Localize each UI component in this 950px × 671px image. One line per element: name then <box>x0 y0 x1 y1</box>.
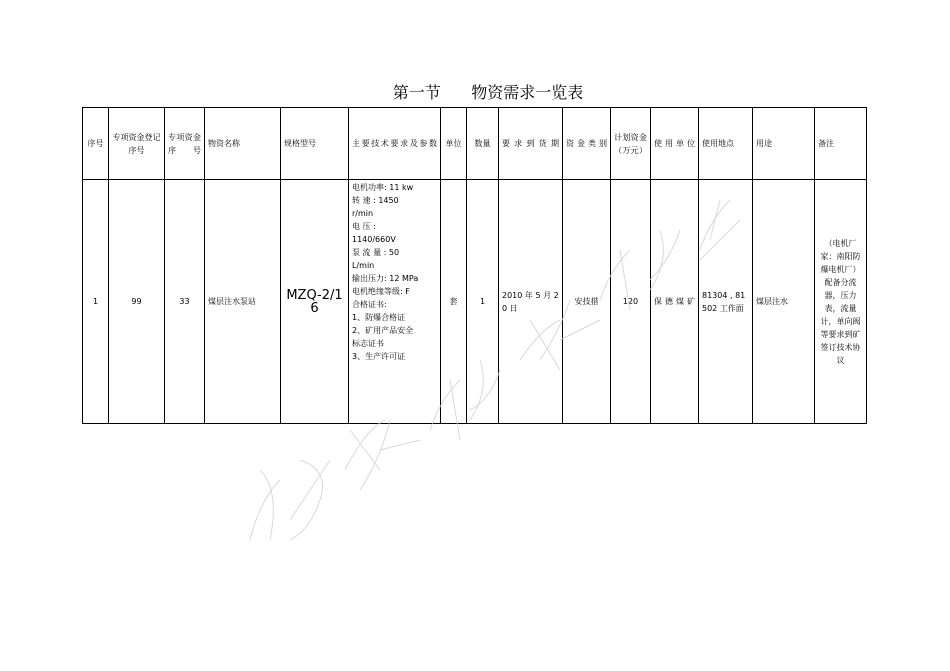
spec-cert-mining-safety: 2、矿用产品安全 <box>352 326 414 335</box>
table-header-row <box>83 108 867 180</box>
header-planned-fund: 计划资金（万元） <box>611 108 651 180</box>
spec-voltage: 电 压 : <box>352 222 376 231</box>
material-demand-table <box>82 107 867 424</box>
cell-model: MZQ-2/16 <box>281 180 349 424</box>
cell-planned-fund: 120 <box>611 180 651 424</box>
page-title: 第一节 物资需求一览表 <box>392 83 584 102</box>
cell-tech-requirements <box>349 180 441 424</box>
spec-voltage-value: 1140/660V <box>352 235 396 244</box>
cell-remark: （电机厂家：南阳防爆电机厂）配备分流器，压力表，流量计，单向阀等要求到矿签订技术协议 <box>815 180 867 424</box>
spec-cert-production-license: 3、生产许可证 <box>352 352 406 361</box>
cell-quantity: 1 <box>467 180 499 424</box>
spec-motor-power: 电机功率: 11 kw <box>352 183 414 192</box>
cell-user-unit: 保德煤矿 <box>651 180 699 424</box>
header-tech-requirements: 主要技术要求及参数 <box>349 108 441 180</box>
header-delivery-date: 要求到货期 <box>499 108 563 180</box>
header-user-unit: 使用单位 <box>651 108 699 180</box>
header-quantity: 数量 <box>467 108 499 180</box>
cell-seq: 1 <box>83 180 109 424</box>
spec-cert-explosion-proof: 1、防爆合格证 <box>352 313 406 322</box>
header-model: 规格型号 <box>281 108 349 180</box>
spec-output-pressure: 输出压力: 12 MPa <box>352 274 419 283</box>
spec-insulation-class: 电机绝缘等级: F <box>352 287 410 296</box>
cell-fund-seq: 33 <box>165 180 205 424</box>
header-usage: 用途 <box>753 108 815 180</box>
header-unit: 单位 <box>441 108 467 180</box>
cell-fund-type: 安技措 <box>563 180 611 424</box>
spec-flow-unit: L/min <box>352 261 375 270</box>
header-fund-type: 资金类别 <box>563 108 611 180</box>
cell-usage: 煤层注水 <box>753 180 815 424</box>
header-fund-seq: 专项资金序号 <box>165 108 205 180</box>
table-row <box>83 180 867 424</box>
spec-speed: 转 速 : 1450 <box>352 196 399 205</box>
spec-pump-flow: 泵 流 量 : 50 <box>352 248 400 257</box>
header-fund-registration: 专项资金登记序号 <box>109 108 165 180</box>
spec-certificates-label: 合格证书: <box>352 300 387 309</box>
header-seq: 序号 <box>83 108 109 180</box>
cell-material-name: 煤层注水泵站 <box>205 180 281 424</box>
cell-location: 81304 , 81502 工作面 <box>699 180 753 424</box>
cell-delivery-date: 2010 年 5 月 20 日 <box>499 180 563 424</box>
cell-unit: 套 <box>441 180 467 424</box>
header-material-name: 物资名称 <box>205 108 281 180</box>
cell-fund-registration: 99 <box>109 180 165 424</box>
spec-cert-mining-safety-cont: 标志证书 <box>352 339 384 348</box>
spec-speed-unit: r/min <box>352 209 374 218</box>
header-remark: 备注 <box>815 108 867 180</box>
header-location: 使用地点 <box>699 108 753 180</box>
